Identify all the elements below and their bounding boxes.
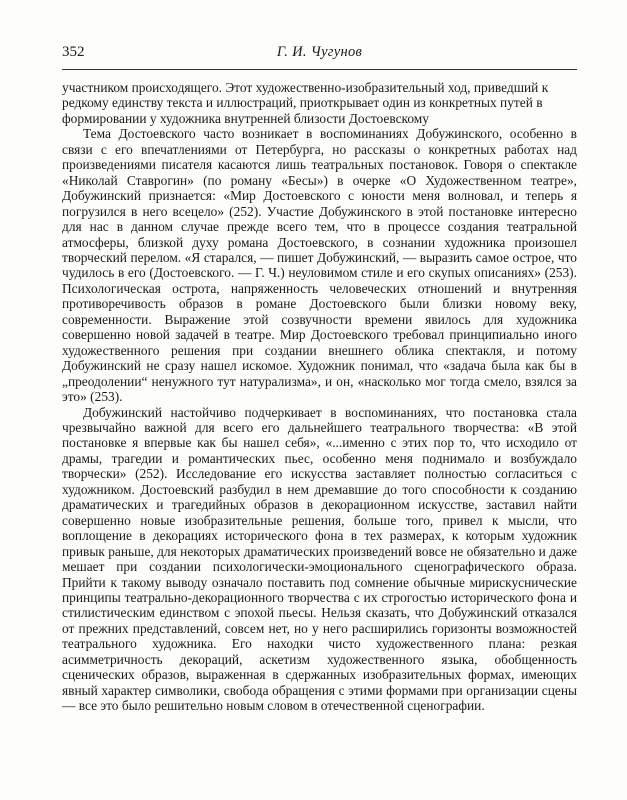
paragraph: Тема Достоевского часто возникает в воспоминаниях Добужинского, особенно в связи с его впечатлениями от Петербурга, но рассказы о конкретных работах над произведениями писателя касаются лишь театральных постановок. Говоря о спектакле «Николай Ставрогин» (по роману «Бесы») в очерке «О Художественном театре», Добужинский признается: «Мир Достоевского с юности меня волновал, и теперь я погрузился в него всецело» (252). Участие Добужинского в этой постановке интересно для нас в данном случае прежде всего тем, что в процессе создания театральной атмосферы, близкой духу романа Достоевского, в сознании художника произошел творческий перелом. «Я старался, — пишет Добужинский, — выразить самое острое, что чудилось в его (Достоевского. — Г. Ч.) неуловимом стиле и его скупых описаниях» (253). Психологическая острота, напряженность человеческих отношений и внутренняя противоречивость образов в романе Достоевского были близки новому веку, современности. Выражение этой созвучности времени явилось для художника совершенно новой задачей в театре. Мир Достоевского требовал принципиально иного художественного решения при создании внешнего облика спектакля, и потому Добужинский не сразу нашел искомое. Художник понимал, что «задача была как бы в „преодолении“ ненужного тут натурализма», и он, «насколько мог тогда смело, взялся за это» (253). bbox=[62, 126, 577, 405]
page-header bbox=[62, 44, 577, 66]
body-text bbox=[62, 80, 577, 714]
page-number: 352 bbox=[62, 44, 85, 60]
running-title: Г. И. Чугунов bbox=[276, 44, 363, 60]
paragraph-continued: участником происходящего. Этот художественно-изобразительный ход, приведший к редкому единству текста и иллюстраций, приоткрывает один из конкретных путей в формировании у художника внутренней близости Достоевскому bbox=[62, 80, 549, 126]
paragraph: Добужинский настойчиво подчеркивает в воспоминаниях, что постановка стала чрезвычайно важной для всего его дальнейшего театрального творчества: «В этой постановке я впервые как бы нашел себя», «...именно с этих пор то, что исходило от драмы, трагедии и романтических пьес, особенно меня поднимало и возбуждало творчески» (252). Исследование его искусства заставляет полностью согласиться с художником. Достоевский разбудил в нем дремавшие до того способности к созданию драматических и трагедийных образов в декорационном искусстве, заставил найти совершенно новые изобразительные решения, больше того, привел к мысли, что воплощение в декорациях исторического фона в тех размерах, к которым художник привык раньше, для некоторых драматических произведений вовсе не обязательно и даже мешает при создании психологически-эмоционального сценографического образа. Прийти к такому выводу означало поставить под сомнение обычные мирискуснические принципы театрально-декорационного творчества с их строгостью исторического фона и стилистическим единством с эпохой пьесы. Нельзя сказать, что Добужинский отказался от прежних представлений, совсем нет, но у него расширились горизонты возможностей театрального художника. Его находки чисто художественного плана: резкая асимметричность декораций, аскетизм художественного языка, обобщенность сценических образов, выраженная в сдержанных изобразительных формах, имеющих явный характер символики, свобода обращения с этими формами при организации сцены — все это было решительно новым словом в отечественной сценографии. bbox=[62, 404, 577, 714]
header-rule bbox=[62, 69, 577, 70]
